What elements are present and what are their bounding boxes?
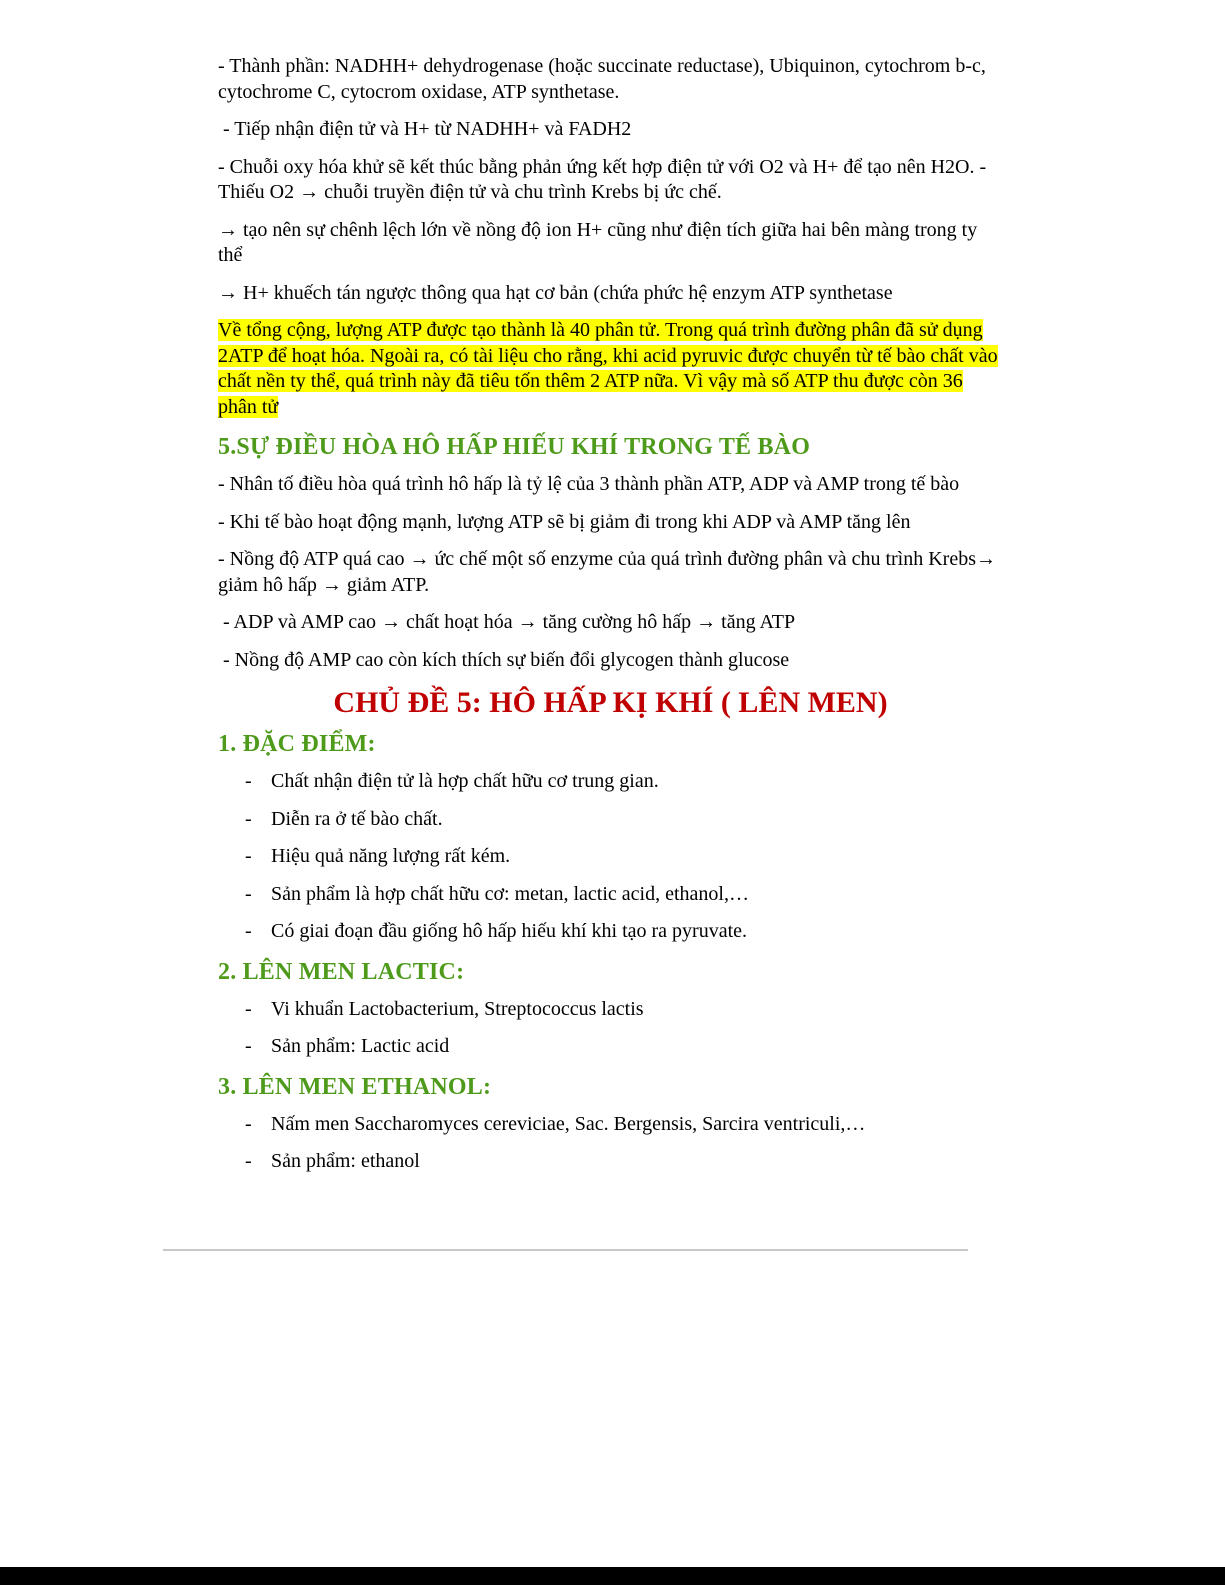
list-item	[218, 919, 1003, 944]
list-item-text: Có giai đoạn đầu giống hô hấp hiếu khí khi tạo ra pyruvate.	[271, 920, 748, 942]
paragraph-atp-total	[218, 318, 1003, 420]
list-item	[218, 882, 1003, 907]
list-item-text: Sản phẩm: Lactic acid	[271, 1035, 450, 1057]
paragraph-components: - Thành phần: NADHH+ dehydrogenase (hoặc succinate reductase), Ubiquinon, cytochrom b-c, cytochrome C, cytocrom oxidase, ATP synthetase.	[218, 55, 986, 103]
list-item	[218, 997, 1003, 1022]
bullet: -	[245, 920, 252, 942]
list-item-text: Hiệu quả năng lượng rất kém.	[271, 845, 511, 867]
bullet: -	[245, 1150, 252, 1172]
bullet: -	[245, 807, 252, 830]
list-item	[218, 769, 1003, 794]
list-item	[218, 1112, 1003, 1137]
section-1-list	[218, 769, 1003, 944]
section-3-heading: 3. LÊN MEN ETHANOL:	[218, 1073, 492, 1100]
list-item	[218, 844, 1003, 869]
section-5-paragraph: - Nhân tố điều hòa quá trình hô hấp là tỷ lệ của 3 thành phần ATP, ADP và AMP trong tế bào	[218, 473, 960, 495]
list-item-text: Vi khuẩn Lactobacterium, Streptococcus lactis	[271, 997, 644, 1020]
bullet: -	[245, 1035, 252, 1057]
bullet: -	[245, 1112, 252, 1135]
topic-title: CHỦ ĐỀ 5: HÔ HẤP KỊ KHÍ ( LÊN MEN)	[333, 686, 888, 719]
paragraph-electron-intake: - Tiếp nhận điện tử và H+ từ NADHH+ và FADH2	[223, 118, 632, 140]
bullet: -	[245, 845, 252, 867]
bullet: -	[245, 997, 252, 1020]
section-2-heading: 2. LÊN MEN LACTIC:	[218, 958, 465, 985]
list-item-text: Sản phẩm là hợp chất hữu cơ: metan, lactic acid, ethanol,…	[271, 882, 749, 905]
list-item-text: Sản phẩm: ethanol	[271, 1150, 420, 1172]
section-1-heading: 1. ĐẶC ĐIỂM:	[218, 731, 376, 757]
list-item-text: Chất nhận điện tử là hợp chất hữu cơ trung gian.	[271, 770, 659, 792]
page-separator-line	[163, 1249, 968, 1251]
list-item-text: Diễn ra ở tế bào chất.	[271, 807, 443, 830]
paragraph-redox-chain: - Chuỗi oxy hóa khử sẽ kết thúc bằng phản ứng kết hợp điện tử với O2 và H+ để tạo nên H2O. - Thiếu O2 → chuỗi truyền điện tử và chu trình Krebs bị ức chế.	[218, 155, 987, 203]
section-3-list	[218, 1112, 1003, 1175]
section-5-paragraph: - Nồng độ AMP cao còn kích thích sự biến đổi glycogen thành glucose	[223, 648, 790, 671]
list-item	[218, 807, 1003, 832]
paragraph-gradient: → tạo nên sự chênh lệch lớn về nồng độ ion H+ cũng như điện tích giữa hai bên màng trong ty thể	[218, 218, 978, 266]
list-item	[218, 1034, 1003, 1059]
bullet: -	[245, 882, 252, 905]
section-5-heading: 5.SỰ ĐIỀU HÒA HÔ HẤP HIẾU KHÍ TRONG TẾ BÀO	[218, 434, 811, 460]
section-5-paragraph: - Nồng độ ATP quá cao → ức chế một số enzyme của quá trình đường phân và chu trình Krebs→ giảm hô hấp → giảm ATP.	[218, 548, 996, 596]
list-item-text: Nấm men Saccharomyces cereviciae, Sac. Bergensis, Sarcira ventriculi,…	[271, 1112, 866, 1135]
list-item	[218, 1149, 1003, 1174]
section-5-paragraph: - Khi tế bào hoạt động mạnh, lượng ATP sẽ bị giảm đi trong khi ADP và AMP tăng lên	[218, 510, 911, 533]
bottom-edge-bar	[0, 1567, 1225, 1585]
document-content	[218, 54, 1003, 1187]
section-2-list	[218, 997, 1003, 1060]
paragraph-diffusion: → H+ khuếch tán ngược thông qua hạt cơ bản (chứa phức hệ enzym ATP synthetase	[218, 281, 893, 304]
highlighted-text: Về tổng cộng, lượng ATP được tạo thành là 40 phân tử. Trong quá trình đường phân đã sử dụng 2ATP để hoạt hóa. Ngoài ra, có tài liệu cho rằng, khi acid pyruvic được chuyển từ tế bào chất vào chất nền ty thể, quá trình này đã tiêu tốn thêm 2 ATP nữa. Vì vậy mà số ATP thu được còn 36 phân tử	[218, 319, 998, 418]
section-5-paragraph: - ADP và AMP cao → chất hoạt hóa → tăng cường hô hấp → tăng ATP	[223, 611, 796, 633]
bullet: -	[245, 770, 252, 792]
